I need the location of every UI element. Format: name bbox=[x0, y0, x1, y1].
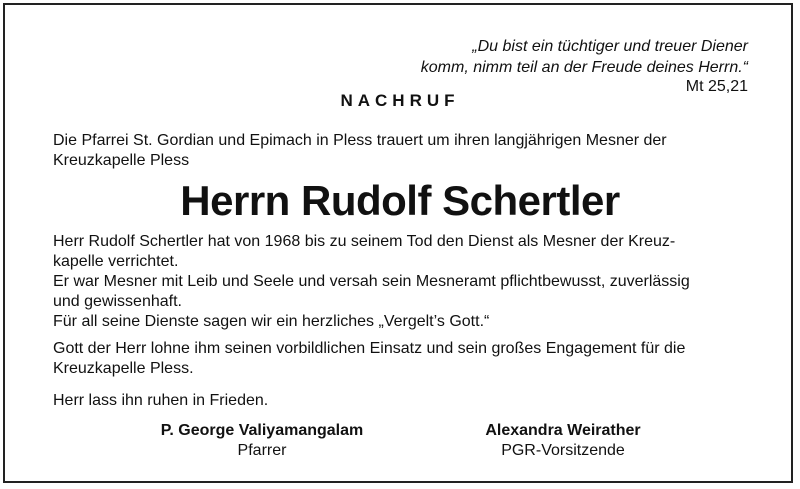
intro-paragraph bbox=[53, 131, 753, 171]
tribute-line: Er war Mesner mit Leib und Seele und versah sein Mesneramt pflichtbewusst, zuverlässig bbox=[53, 273, 690, 290]
quote-reference: Mt 25,21 bbox=[685, 78, 748, 95]
tribute-line: Für all seine Dienste sagen wir ein herzliches „Vergelt’s Gott.“ bbox=[53, 313, 490, 330]
closing-line: Gott der Herr lohne ihm seinen vorbildlichen Einsatz und sein großes Engagement für die bbox=[53, 340, 686, 357]
signature-council-chair bbox=[413, 421, 713, 461]
tribute-line: und gewissenhaft. bbox=[53, 293, 182, 310]
intro-line: Kreuzkapelle Pless bbox=[53, 152, 190, 169]
deceased-name: Herrn Rudolf Schertler bbox=[180, 177, 620, 224]
farewell-line: Herr lass ihn ruhen in Frieden. bbox=[53, 392, 269, 409]
tribute-paragraph bbox=[53, 232, 753, 332]
notice-heading: NACHRUF bbox=[340, 91, 460, 110]
intro-line: Die Pfarrei St. Gordian und Epimach in Pless trauert um ihren langjährigen Mesner der bbox=[53, 132, 667, 149]
bible-quote bbox=[0, 36, 748, 96]
tribute-line: kapelle verrichtet. bbox=[53, 253, 179, 270]
signature-pastor bbox=[112, 421, 412, 461]
signer-role: PGR-Vorsitzende bbox=[501, 442, 625, 459]
signer-role: Pfarrer bbox=[237, 442, 287, 459]
tribute-line: Herr Rudolf Schertler hat von 1968 bis zu seinem Tod den Dienst als Mesner der Kreuz- bbox=[53, 233, 676, 250]
closing-paragraph bbox=[53, 339, 753, 379]
signer-name: Alexandra Weirather bbox=[485, 422, 641, 439]
quote-line: komm, nimm teil an der Freude deines Herrn.“ bbox=[420, 59, 748, 76]
quote-line: „Du bist ein tüchtiger und treuer Diener bbox=[472, 38, 748, 55]
closing-line: Kreuzkapelle Pless. bbox=[53, 360, 194, 377]
signer-name: P. George Valiyamangalam bbox=[160, 422, 364, 439]
